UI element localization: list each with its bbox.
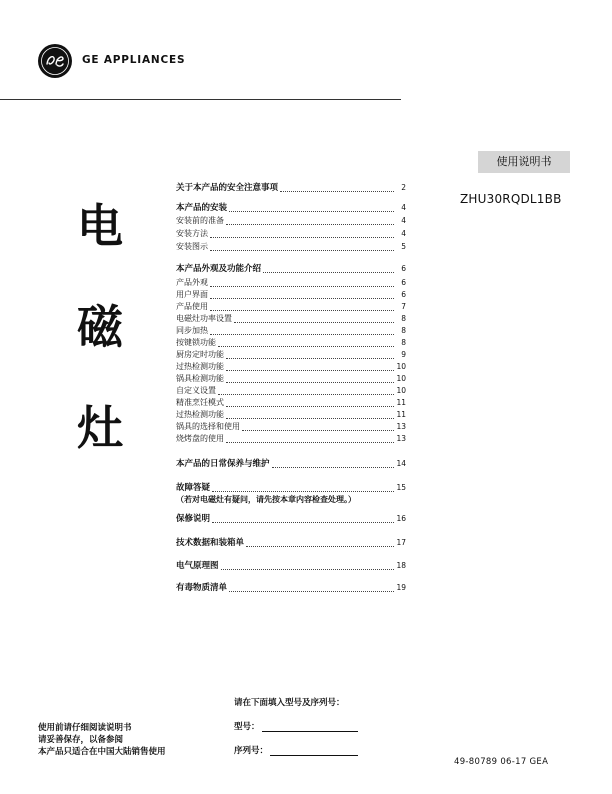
toc-item[interactable]: 安装前的准备 4	[176, 216, 406, 225]
toc-item[interactable]: 产品外观 6	[176, 278, 406, 287]
toc-item[interactable]: 按键锁功能 8	[176, 338, 406, 347]
toc-item[interactable]: 本产品的安装 4	[176, 203, 406, 213]
toc-item[interactable]: 安装方法 4	[176, 229, 406, 238]
toc-item[interactable]: 烧烤盘的使用 13	[176, 434, 406, 443]
fill-in-title: 请在下面填入型号及序列号：	[234, 698, 345, 708]
toc-item[interactable]: 本产品的日常保养与维护 14	[176, 459, 406, 469]
toc-item[interactable]: 关于本产品的安全注意事项 2	[176, 183, 406, 193]
product-title-char: 灶	[77, 401, 123, 455]
toc-item[interactable]: 电磁灶功率设置 8	[176, 314, 406, 323]
product-title-char: 磁	[77, 300, 123, 354]
toc-item[interactable]: 过热检测功能 11	[176, 410, 406, 419]
brand-name: GE APPLIANCES	[82, 54, 186, 66]
toc-item[interactable]: 过热检测功能 10	[176, 362, 406, 371]
model-field-label: 型号：	[234, 722, 260, 732]
toc-item[interactable]: 锅具检测功能 10	[176, 374, 406, 383]
toc-item[interactable]: 自定义设置 10	[176, 386, 406, 395]
toc-item[interactable]: 用户界面 6	[176, 290, 406, 299]
serial-field-label: 序列号：	[234, 746, 269, 756]
toc-item[interactable]: 保修说明 16	[176, 514, 406, 524]
toc-item[interactable]: 有毒物质清单 19	[176, 583, 406, 593]
toc-item[interactable]: 安装图示 5	[176, 242, 406, 251]
toc-item[interactable]: 技术数据和装箱单 17	[176, 538, 406, 548]
toc-item[interactable]: 精准烹饪模式 11	[176, 398, 406, 407]
document-type-badge: 使用说明书	[478, 151, 570, 173]
toc-item[interactable]: 电气原理图 18	[176, 561, 406, 571]
toc-item[interactable]: 产品使用 7	[176, 302, 406, 311]
model-fill-field[interactable]	[234, 720, 358, 732]
usage-note: 使用前请仔细阅读说明书	[38, 723, 132, 733]
serial-fill-field[interactable]	[234, 744, 358, 756]
usage-notes	[38, 722, 166, 758]
usage-note: 请妥善保存，以备参阅	[38, 735, 124, 745]
toc-item[interactable]: 同步加热 8	[176, 326, 406, 335]
toc-item[interactable]: 锅具的选择和使用 13	[176, 422, 406, 431]
toc-note: （若对电磁灶有疑问，请先按本章内容检查处理。）	[176, 495, 356, 504]
serial-field-line[interactable]	[270, 746, 358, 756]
document-code: 49-80789 06-17 GEA	[454, 757, 549, 767]
product-title-char: 电	[77, 199, 123, 253]
model-number: ZHU30RQDL1BB	[460, 192, 562, 206]
toc-item[interactable]: 厨房定时功能 9	[176, 350, 406, 359]
model-field-line[interactable]	[262, 722, 358, 732]
toc-item[interactable]: 本产品外观及功能介绍 6	[176, 264, 406, 274]
toc-item[interactable]: 故障答疑 15	[176, 483, 406, 493]
usage-note: 本产品只适合在中国大陆销售使用	[38, 747, 166, 757]
